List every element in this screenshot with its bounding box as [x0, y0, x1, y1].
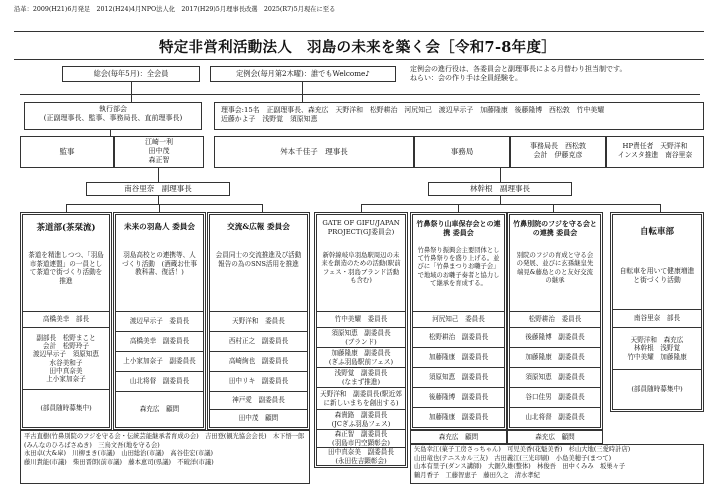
connector — [66, 204, 67, 212]
committee-name: 交流&広報 委員会 — [227, 222, 290, 231]
member-cell: 南谷里奈 部長 — [613, 309, 701, 327]
connector — [66, 204, 262, 205]
member-cell: 森充広 顧問 — [507, 430, 603, 444]
general-meeting-box: 総会(毎年5月)：全会員 — [62, 66, 200, 82]
auditor-box: 監事 — [20, 136, 114, 168]
member-cell: 後藤隆博 副委員長 — [413, 387, 504, 407]
committee-column — [20, 212, 112, 430]
connector — [553, 204, 554, 212]
member-cell: 松野耕治 委員長 — [510, 311, 600, 327]
executive-box: 執行部会 (正副理事長、監事、事務局長、直前理事長) — [24, 102, 202, 130]
member-cell: 副部長 松野まこと 会計 松野玲子 渡辺早示子 須原知恵 水谷美和子 田中真奈美 上小家加奈子 — [23, 327, 109, 389]
committee-column — [314, 212, 408, 468]
committee-name: GATE OF GIFU/JAPAN PROJECT(GJ委員会) — [322, 219, 400, 236]
footer-right: 矢島幸江(菓子工房さっちゃん) 可児美香(花魁美香) 杉山大地(三愛時計店) 山田竜也(テニスカル三友) 古田義江(三光印刷) 小島美穂子(まつて) 山本有里子(ダンス講師) 大鋸久雄(整体) 林俊吾 田中くみみ 坂巣々子 鶴月香子 工藤智恵子 藤田久之 清水孝紀 — [410, 444, 704, 484]
secretariat-staff-box: 事務局長 西松敦 会計 伊藤克彦 — [510, 136, 606, 168]
connector — [131, 82, 132, 103]
committee-name: 未来の羽島人 委員会 — [124, 222, 195, 231]
connector — [158, 196, 159, 204]
vice-chair-left: 南谷里奈 副理事長 — [86, 182, 230, 196]
meeting-note: 定例会の進行役は、各委員会と副理事長による月替わり担当制です。 ねらい：会の作り手は全員経験を。 — [410, 65, 627, 83]
member-cell: 神戸愛 副委員長 — [210, 391, 307, 409]
committee-desc: 竹鼻祭り振興会主要団体として竹鼻祭りを盛り上げる。並びに「竹鼻まつりお囃子会」で地域のお囃子奏者と協力して継承を育成する。 — [417, 247, 500, 287]
member-cell: 天野洋和 委員長 — [210, 311, 307, 331]
member-cell: 田中真奈美 副委員長 (永田佐吉顕彰会) — [317, 447, 405, 465]
member-cell: 竹中美耀 委員長 — [317, 311, 405, 327]
member-cell: 渡辺早示子 委員長 — [116, 311, 203, 331]
member-cell: 加藤隆康 副委員長 — [413, 347, 504, 367]
member-cell: 山北将督 副委員長 — [510, 407, 600, 427]
member-cell: 加藤隆康 副委員長 — [510, 347, 600, 367]
committee-desc: 自転車を用いて健康増進と街づくり活動 — [619, 267, 695, 284]
connector — [20, 94, 700, 95]
member-cell: 森貴路 副委員長 (JCぎふ羽島フェス) — [317, 409, 405, 429]
directors-box: 理事会:15名 正副理事長、森充広 天野洋和 松野耕治 河尻知己 渡辺早示子 加藤隆康 後藤隆博 西松敦 竹中美耀 近藤かよ子 浅野覚 須原知恵 — [214, 102, 704, 130]
member-cell: 松野耕治 副委員長 — [413, 327, 504, 347]
committee-name: 自転車部 — [639, 227, 674, 237]
member-cell: 天野洋和 副委員長(駅近郊に新しいまちを創出する) — [317, 387, 405, 409]
committee-column — [610, 212, 704, 412]
hp-box: HP責任者 天野洋和 インスタ推進 南谷里奈 — [606, 136, 704, 168]
committee-desc: 茶道を精進しつつ、「羽島市茶道連盟」の一員として茶道で街づくり活動を推進 — [28, 251, 104, 285]
connector — [361, 204, 660, 205]
member-cell: 谷口佳男 副委員長 — [510, 387, 600, 407]
member-cell: 田中リキ 副委員長 — [210, 371, 307, 391]
member-cell: 西村正之 副委員長 — [210, 331, 307, 351]
committee-name: 竹鼻祭り山車保存会との連携 委員会 — [416, 219, 501, 238]
member-cell: 後藤隆博 副委員長 — [510, 327, 600, 347]
committee-column — [507, 212, 603, 430]
member-cell: 加藤隆康 副委員長 — [413, 407, 504, 427]
committee-column — [410, 212, 507, 430]
member-cell: (部員随時募集中) — [23, 389, 109, 427]
committee-column — [207, 212, 310, 430]
connector — [158, 168, 159, 182]
secretariat-box: 事務局 — [414, 136, 510, 168]
connector — [262, 204, 263, 212]
member-cell: 高橋美幸 部長 — [23, 311, 109, 327]
committee-column — [113, 212, 206, 430]
connector — [361, 204, 362, 212]
committee-desc: 羽島高校との連携等、人づくり活動 (酒蔵お仕事教科書、復活！) — [121, 251, 198, 277]
connector — [500, 168, 501, 182]
committee-desc: 会員同士の交流推進及び活動報告の為のSNS活用を推進 — [215, 251, 302, 268]
member-cell: 上小家加奈子 副委員長 — [116, 351, 203, 371]
committee-name: 竹鼻別院のフジを守る会との連携 委員会 — [513, 219, 597, 238]
member-cell: 須原知恵 副委員長 — [413, 367, 504, 387]
title-rule-bottom — [14, 59, 704, 60]
connector — [159, 204, 160, 212]
chair-box: 舛本千佳子 理事長 — [214, 136, 414, 168]
history-line: 沿革：2009(H21)6月発足 2012(H24)4月NPO法人化 2017(H29)5月理事長改選 2025(R7)5月現在に至る — [14, 6, 336, 13]
member-cell: 高橋美幸 副委員長 — [116, 331, 203, 351]
member-cell: 河尻知己 委員長 — [413, 311, 504, 327]
member-cell: 森充広 顧問 — [116, 391, 203, 427]
member-cell: 加藤隆康 副委員長 (ぎふ羽島駅前フェス) — [317, 347, 405, 367]
committee-desc: 新幹線岐阜羽島駅周辺の未来を創造のための活動(駅前フェス・羽島ブランド活動も含む) — [321, 251, 401, 284]
title-rule-top — [14, 31, 704, 32]
member-cell: 浅野覚 副委員長 (なまず推進) — [317, 367, 405, 387]
connector — [458, 204, 459, 212]
page-title: 特定非営利活動法人 羽島の未来を築く会［令和7-8年度］ — [158, 39, 557, 56]
member-cell: 田中茂 顧問 — [210, 409, 307, 427]
member-cell: 天野洋和 森充広 林幹根 浅野覚 竹中美耀 加藤隆康 — [613, 327, 701, 369]
connector — [660, 204, 661, 212]
member-cell: 高崎絢也 副委員長 — [210, 351, 307, 371]
footer-left: 平古直樹(竹鼻別院のフジを守る会・伝統芸能継承者育成の会) 吉田登(観光協会会長) 木下悟一郎(みんなのひろばさぬき) 三鳥文吾(地を守る会) 永田卓(大&皐) 川柳まき(市議) 山田総治(市議) 高谷佳宏(市議) 藤川貴能(市議) 柴田晋朗(前市議) 藤本恵司(県議) 不破洋(市議) — [20, 430, 310, 484]
member-cell: 山北将督 副委員長 — [116, 371, 203, 391]
member-cell: 森充広 顧問 — [410, 430, 507, 444]
regular-meeting-box: 定例会(毎月第2木曜)：誰でもWelcome♪ — [210, 66, 396, 82]
auditor-names-box: 江崎一利 田中茂 森正智 — [114, 136, 204, 168]
member-cell: 須原知恵 副委員長 — [510, 367, 600, 387]
connector — [302, 82, 303, 103]
vice-chair-right: 林幹根 副理事長 — [428, 182, 572, 196]
connector — [500, 196, 501, 204]
committee-desc: 別院のフジの育成と守る会の発展、並びに玄孫継皇先端見&藤島とのと友好交流の継承 — [516, 251, 594, 284]
member-cell: 森正智 副委員長 (羽島市円空顕彰会) — [317, 429, 405, 447]
member-cell: (部員随時募集中) — [613, 369, 701, 409]
member-cell: 須原知恵 副委員長 (ブランド) — [317, 327, 405, 347]
committee-name: 茶道部(茶栞流) — [36, 223, 96, 233]
